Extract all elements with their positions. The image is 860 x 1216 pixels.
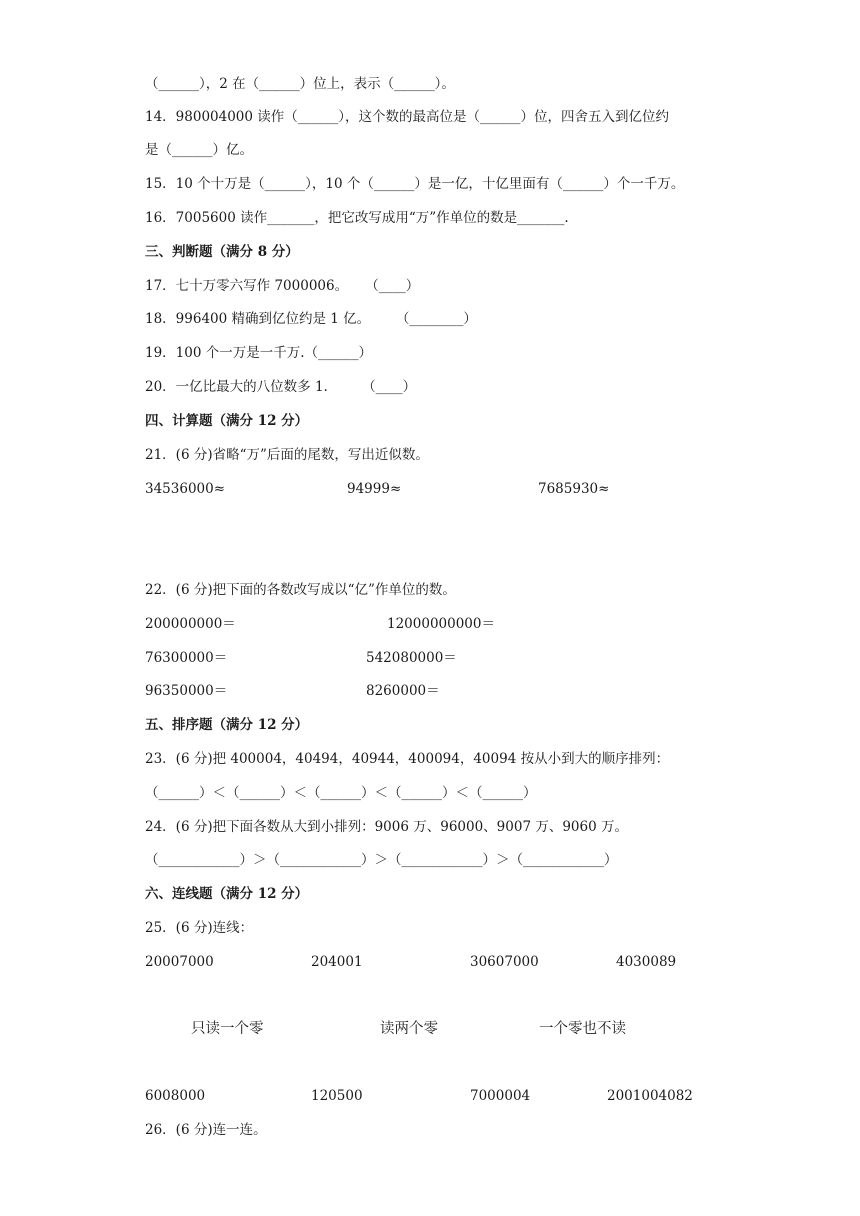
question-18: 18．996400 精确到亿位约是 1 亿。 （________） <box>145 311 477 327</box>
q22-item: 542080000＝ <box>366 650 457 666</box>
line-13-continuation: （______），2 在（______）位上，表示（______）。 <box>145 76 455 92</box>
q23-answer-blanks: （______）＜（______）＜（______）＜（______）＜（______） <box>145 785 537 801</box>
question-19: 19．100 个一万是一千万.（______） <box>145 345 373 361</box>
q22-item: 12000000000＝ <box>387 616 495 632</box>
question-21: 21．(6 分)省略“万”后面的尾数，写出近似数。 <box>145 447 429 463</box>
question-24: 24．(6 分)把下面各数从大到小排列：9006 万、96000、9007 万、9060 万。 <box>145 819 628 835</box>
q22-item: 76300000＝ <box>145 650 228 666</box>
q21-item: 7685930≈ <box>538 481 610 497</box>
section-4-heading: 四、计算题（满分 12 分） <box>145 413 309 429</box>
question-16: 16．7005600 读作_______，把它改写成用“万”作单位的数是_______. <box>145 210 569 226</box>
question-26: 26．(6 分)连一连。 <box>145 1122 267 1138</box>
category-label: 读两个零 <box>380 1021 438 1037</box>
question-22: 22．(6 分)把下面的各数改写成以“亿”作单位的数。 <box>145 582 456 598</box>
q22-item: 8260000＝ <box>366 683 440 699</box>
q24-answer-blanks: （____________）＞（____________）＞（____________）＞（____________） <box>145 852 618 868</box>
top-number: 30607000 <box>470 954 539 970</box>
top-number: 204001 <box>311 954 363 970</box>
section-5-heading: 五、排序题（满分 12 分） <box>145 717 309 733</box>
bottom-number: 7000004 <box>470 1088 531 1104</box>
question-15: 15．10 个十万是（______），10 个（______）是一亿，十亿里面有（______）个一千万。 <box>145 176 685 192</box>
question-23: 23．(6 分)把 400004，40494，40944，400094，40094 按从小到大的顺序排列： <box>145 751 670 767</box>
question-25: 25．(6 分)连线： <box>145 920 254 936</box>
question-20: 20．一亿比最大的八位数多 1. （____） <box>145 379 417 395</box>
question-14-continuation: 是（______）亿。 <box>145 142 253 158</box>
question-17: 17．七十万零六写作 7000006。 （____） <box>145 278 420 294</box>
q21-item: 94999≈ <box>347 481 402 497</box>
section-6-heading: 六、连线题（满分 12 分） <box>145 886 309 902</box>
category-label: 一个零也不读 <box>539 1021 626 1037</box>
bottom-number: 120500 <box>311 1088 363 1104</box>
q22-item: 200000000＝ <box>145 616 236 632</box>
section-3-heading: 三、判断题（满分 8 分） <box>145 244 299 260</box>
question-14: 14．980004000 读作（______），这个数的最高位是（______）位，四舍五入到亿位约 <box>145 109 670 125</box>
category-label: 只读一个零 <box>191 1021 264 1037</box>
top-number: 20007000 <box>145 954 214 970</box>
top-number: 4030089 <box>616 954 677 970</box>
bottom-number: 6008000 <box>145 1088 206 1104</box>
q21-item: 34536000≈ <box>145 481 226 497</box>
q22-item: 96350000＝ <box>145 683 228 699</box>
bottom-number: 2001004082 <box>607 1088 693 1104</box>
